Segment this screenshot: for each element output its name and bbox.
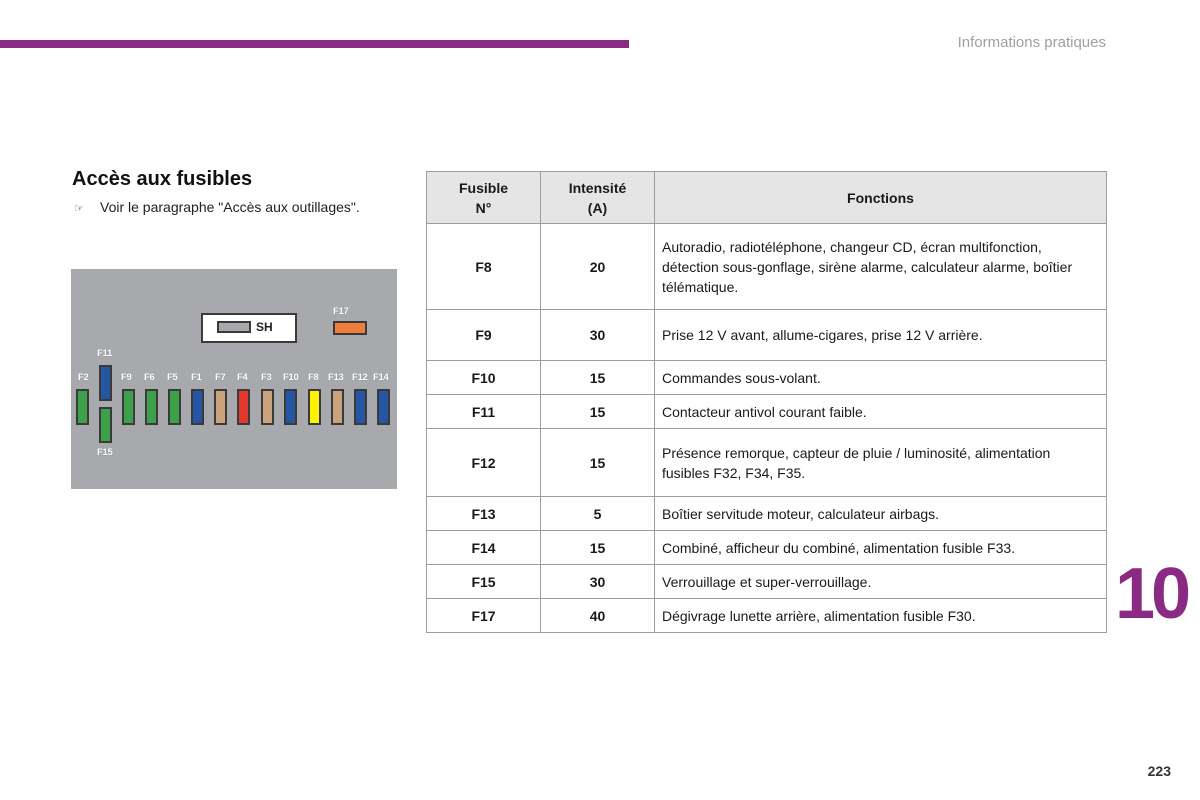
- table-row: [427, 565, 1107, 599]
- shunt-label: SH: [256, 320, 273, 334]
- header-accent-bar: [0, 40, 629, 48]
- fuse-number-header-line2: N°: [475, 199, 492, 216]
- functions: Combiné, afficheur du combiné, alimentation fusible F33.: [655, 531, 1107, 565]
- fuse-number: F9: [427, 310, 541, 361]
- amperage: 5: [541, 497, 655, 531]
- table-row: [427, 429, 1107, 497]
- functions: Contacteur antivol courant faible.: [655, 395, 1107, 429]
- page-heading: Accès aux fusibles: [72, 168, 253, 190]
- functions: Boîtier servitude moteur, calculateur airbags.: [655, 497, 1107, 531]
- amperage: 40: [541, 599, 655, 633]
- functions: Dégivrage lunette arrière, alimentation fusible F30.: [655, 599, 1107, 633]
- section-title: Informations pratiques: [957, 34, 1106, 51]
- functions: Présence remorque, capteur de pluie / luminosité, alimentation fusibles F32, F34, F35.: [655, 429, 1107, 497]
- shunt-connector: [217, 321, 251, 333]
- table-row: [427, 395, 1107, 429]
- fuse-label-f6: F6: [144, 372, 155, 383]
- amperage-header: [541, 172, 655, 224]
- amperage-header-line1: Intensité: [568, 179, 627, 196]
- table-header-row: [427, 172, 1107, 224]
- fuse-f14: [377, 389, 390, 425]
- fuse-f2: [76, 389, 89, 425]
- reference-text: Voir le paragraphe "Accès aux outillages".: [100, 199, 360, 215]
- fuse-label-f8: F8: [308, 372, 319, 383]
- functions: Autoradio, radiotéléphone, changeur CD, écran multifonction, détection sous-gonflage, sirène alarme, calculateur alarme, boîtier télématique.: [655, 224, 1107, 310]
- table-row: [427, 497, 1107, 531]
- table-row: [427, 224, 1107, 310]
- amperage: 15: [541, 531, 655, 565]
- fuse-label-f17: F17: [333, 306, 349, 317]
- table-row: [427, 531, 1107, 565]
- fuse-box-diagram: [71, 269, 397, 489]
- amperage: 15: [541, 429, 655, 497]
- fuse-label-f7: F7: [215, 372, 226, 383]
- fuse-f7: [214, 389, 227, 425]
- fuse-number: F17: [427, 599, 541, 633]
- fuse-number: F11: [427, 395, 541, 429]
- fuse-label-f9: F9: [121, 372, 132, 383]
- fuse-f4: [237, 389, 250, 425]
- fuse-label-f13: F13: [328, 372, 344, 383]
- fuse-f9: [122, 389, 135, 425]
- shunt: [201, 313, 297, 343]
- amperage: 30: [541, 565, 655, 599]
- amperage: 20: [541, 224, 655, 310]
- fuse-number: F10: [427, 361, 541, 395]
- functions: Prise 12 V avant, allume-cigares, prise 12 V arrière.: [655, 310, 1107, 361]
- fuse-table: [426, 171, 1107, 633]
- amperage: 15: [541, 361, 655, 395]
- fuse-f1: [191, 389, 204, 425]
- functions: Verrouillage et super-verrouillage.: [655, 565, 1107, 599]
- fuse-f5: [168, 389, 181, 425]
- table-row: [427, 361, 1107, 395]
- fuse-f11: [99, 365, 112, 401]
- fuse-label-f15: F15: [97, 447, 113, 458]
- fuse-label-f14: F14: [373, 372, 389, 383]
- fuse-f6: [145, 389, 158, 425]
- fuse-number: F8: [427, 224, 541, 310]
- fuse-label-f12: F12: [352, 372, 368, 383]
- fuse-number-header-line1: Fusible: [458, 179, 508, 196]
- amperage: 30: [541, 310, 655, 361]
- fuse-label-f5: F5: [167, 372, 178, 383]
- fuse-number: F15: [427, 565, 541, 599]
- functions-header: Fonctions: [655, 172, 1107, 224]
- fuse-f8: [308, 389, 321, 425]
- chapter-number: 10: [1115, 554, 1188, 634]
- fuse-f12: [354, 389, 367, 425]
- functions: Commandes sous-volant.: [655, 361, 1107, 395]
- fuse-number: F14: [427, 531, 541, 565]
- fuse-label-f11: F11: [97, 348, 112, 359]
- table-row: [427, 310, 1107, 361]
- fuse-f13: [331, 389, 344, 425]
- amperage-header-line2: (A): [587, 199, 608, 216]
- fuse-number: F12: [427, 429, 541, 497]
- amperage: 15: [541, 395, 655, 429]
- fuse-f15: [99, 407, 112, 443]
- fuse-label-f1: F1: [191, 372, 202, 383]
- fuse-f3: [261, 389, 274, 425]
- fuse-label-f10: F10: [283, 372, 299, 383]
- fuse-label-f4: F4: [237, 372, 248, 383]
- fuse-label-f3: F3: [261, 372, 272, 383]
- pointing-hand-icon: ☞: [74, 203, 84, 215]
- fuse-f10: [284, 389, 297, 425]
- fuse-label-f2: F2: [78, 372, 89, 383]
- page-number: 223: [1147, 763, 1171, 779]
- fuse-f17: [333, 321, 367, 335]
- reference-line: [74, 199, 360, 215]
- table-row: [427, 599, 1107, 633]
- fuse-number: F13: [427, 497, 541, 531]
- fuse-number-header: [427, 172, 541, 224]
